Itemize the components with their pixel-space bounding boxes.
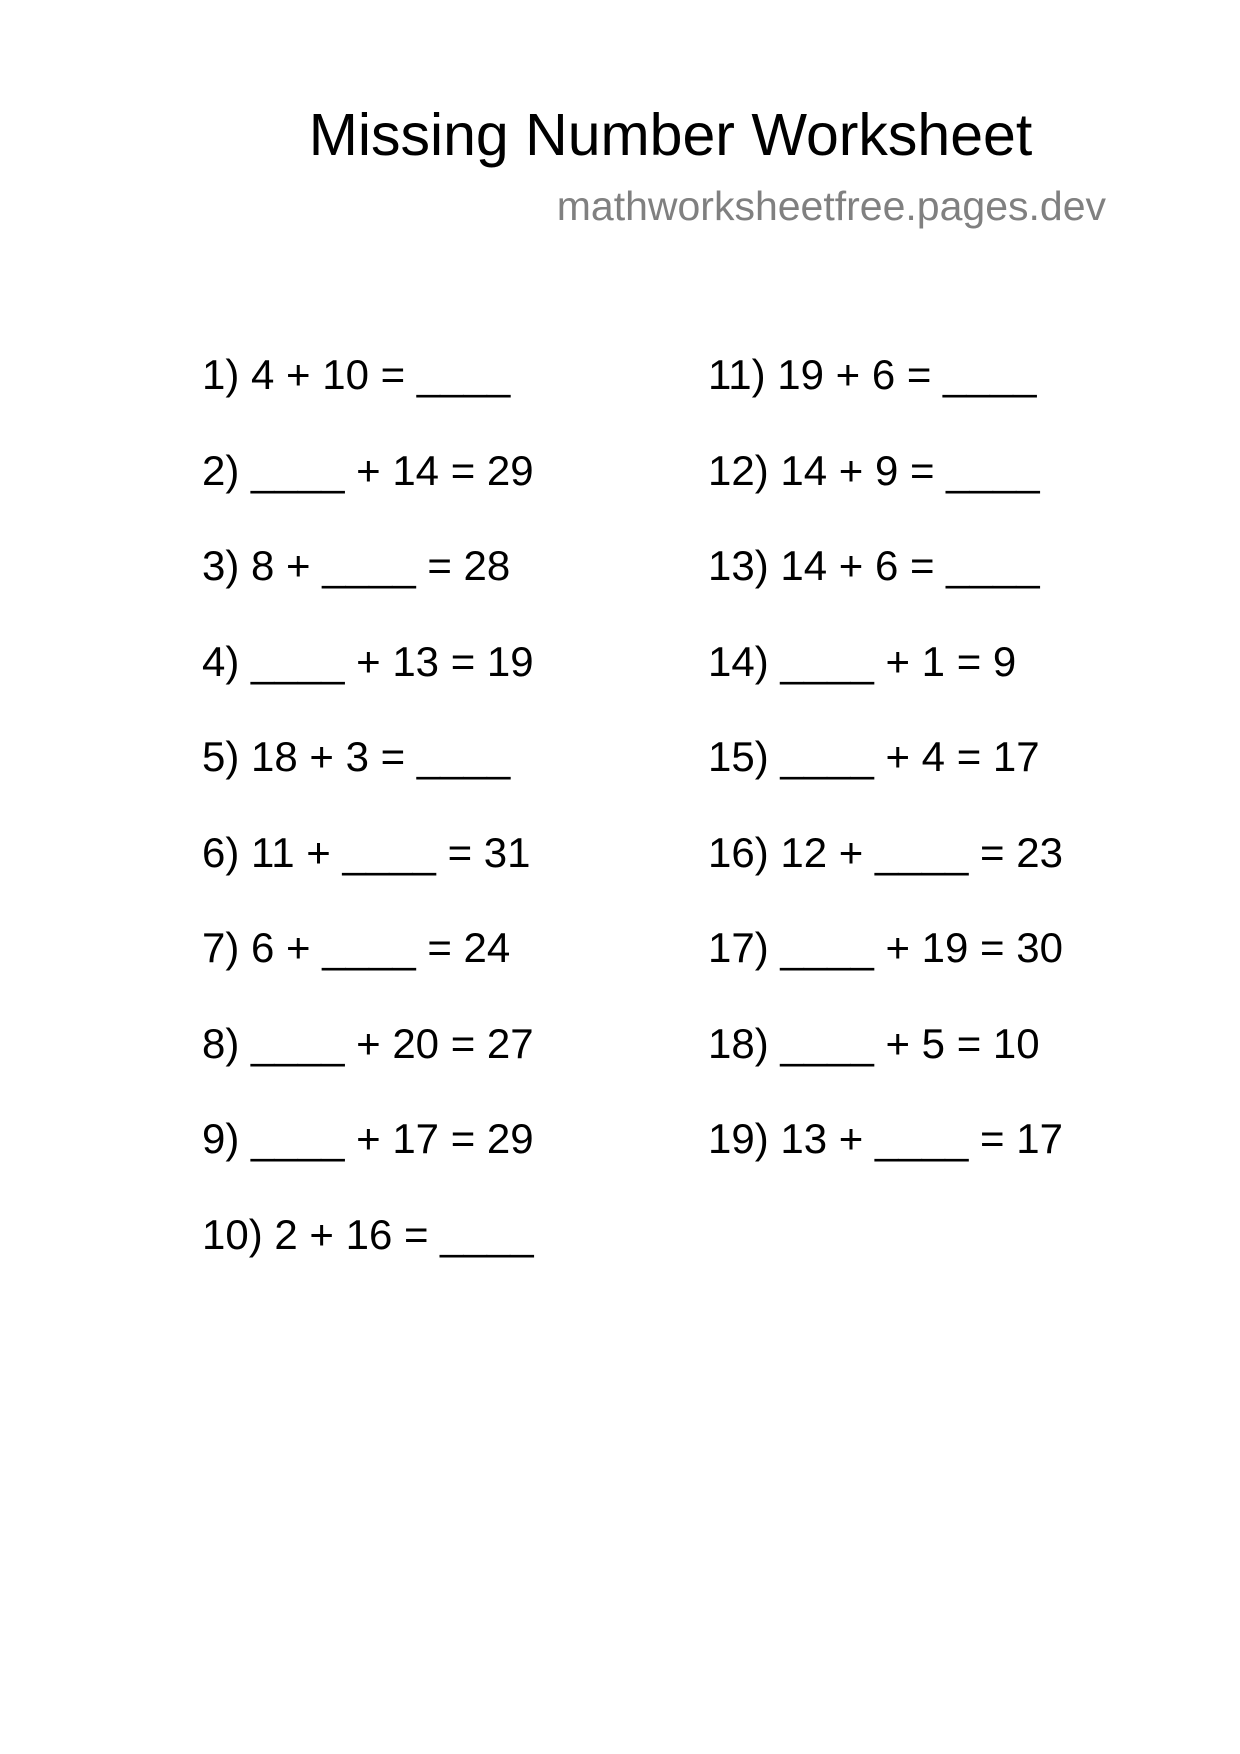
- page-title: Missing Number Worksheet: [308, 102, 1033, 168]
- problem-item: 17) ____ + 19 = 30: [708, 924, 1063, 971]
- problem-item: 9) ____ + 17 = 29: [202, 1115, 534, 1162]
- problem-item: 2) ____ + 14 = 29: [202, 446, 534, 494]
- problem-column-left: [202, 349, 534, 1304]
- problem-item: 5) 18 + 3 = ____: [202, 733, 511, 780]
- problem-item: 7) 6 + ____ = 24: [202, 924, 511, 971]
- problem-item: 16) 12 + ____ = 23: [708, 828, 1063, 876]
- problem-item: 11) 19 + 6 = ____: [708, 351, 1037, 398]
- problem-item: 13) 14 + 6 = ____: [708, 542, 1040, 589]
- problem-item: 14) ____ + 1 = 9: [708, 637, 1017, 685]
- problem-item: 15) ____ + 4 = 17: [708, 733, 1040, 780]
- problem-item: 12) 14 + 9 = ____: [708, 446, 1040, 494]
- problem-item: 4) ____ + 13 = 19: [202, 637, 534, 685]
- source-url: mathworksheetfree.pages.dev: [556, 183, 1106, 229]
- problem-item: 10) 2 + 16 = ____: [202, 1210, 534, 1258]
- problem-item: 1) 4 + 10 = ____: [202, 351, 511, 398]
- problem-item: 18) ____ + 5 = 10: [708, 1019, 1040, 1067]
- problem-item: 8) ____ + 20 = 27: [202, 1019, 534, 1067]
- problem-column-right: [708, 349, 1063, 1209]
- problem-item: 3) 8 + ____ = 28: [202, 542, 511, 589]
- problem-item: 6) 11 + ____ = 31: [202, 828, 531, 876]
- problem-item: 19) 13 + ____ = 17: [708, 1115, 1063, 1162]
